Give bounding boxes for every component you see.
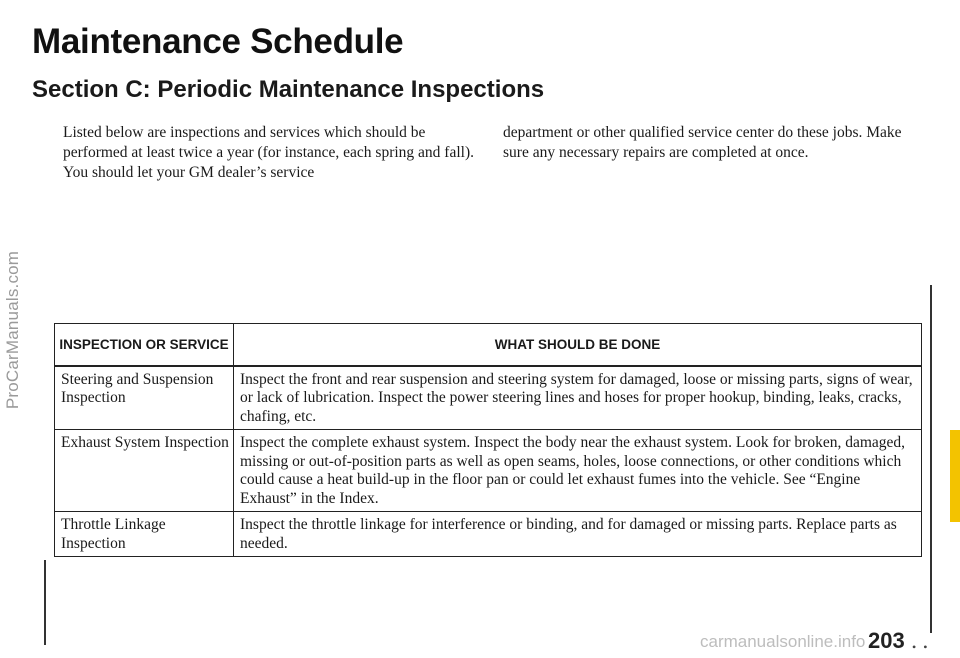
header-what-to-do: WHAT SHOULD BE DONE bbox=[234, 324, 922, 366]
left-margin-rule bbox=[44, 560, 46, 645]
row-action: Inspect the front and rear suspension and steering system for damaged, loose or missing parts, signs of wear, or lack of lubrication. Inspect the power steering lines and hoses for proper hookup, binding, leaks, cracks, chafing, etc. bbox=[234, 366, 922, 430]
table-row bbox=[55, 512, 922, 557]
right-margin-rule bbox=[930, 285, 932, 633]
section-tab-marker bbox=[950, 430, 960, 522]
table-row bbox=[55, 366, 922, 430]
table-header-row bbox=[55, 324, 922, 366]
row-item: Exhaust System Inspection bbox=[55, 430, 234, 512]
page-title: Maintenance Schedule bbox=[32, 22, 404, 61]
intro-paragraph-left: Listed below are inspections and services which should be performed at least twice a year (for instance, each spring and fall). You should let your GM dealer’s service bbox=[63, 124, 474, 181]
row-action: Inspect the complete exhaust system. Inspect the body near the exhaust system. Look for broken, damaged, missing or out-of-position parts as well as open seams, holes, loose connections, or other conditions which could cause a heat build-up in the floor pan or could let exhaust fumes into the vehicle. See “Engine Exhaust” in the Index. bbox=[234, 430, 922, 512]
side-watermark bbox=[2, 150, 24, 510]
header-inspection: INSPECTION OR SERVICE bbox=[55, 324, 234, 366]
row-item: Throttle Linkage Inspection bbox=[55, 512, 234, 557]
table-row bbox=[55, 430, 922, 512]
watermark-text: ProCarManuals.com bbox=[3, 250, 22, 410]
intro-paragraph-right: department or other qualified service center do these jobs. Make sure any necessary repairs are completed at once. bbox=[503, 124, 902, 161]
footer-watermark: carmanualsonline.info bbox=[700, 632, 866, 651]
page-dots: • • bbox=[912, 640, 930, 654]
inspection-table bbox=[54, 323, 922, 557]
row-item: Steering and Suspension Inspection bbox=[55, 366, 234, 430]
section-subtitle: Section C: Periodic Maintenance Inspections bbox=[32, 76, 545, 103]
row-action: Inspect the throttle linkage for interference or binding, and for damaged or missing parts. Replace parts as needed. bbox=[234, 512, 922, 557]
page-number: 203 bbox=[868, 628, 905, 653]
